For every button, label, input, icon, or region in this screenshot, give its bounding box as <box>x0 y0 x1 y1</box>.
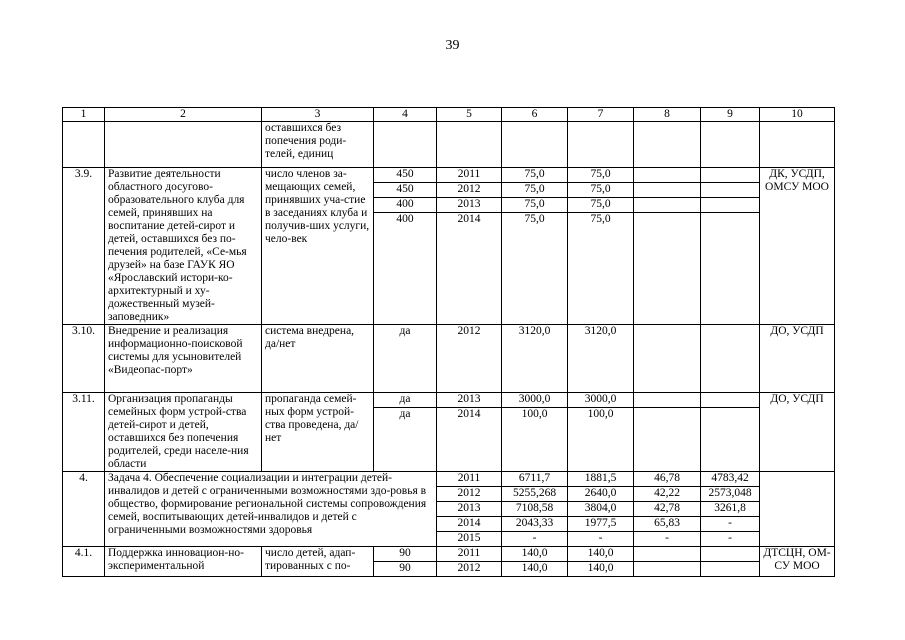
header-cell: 9 <box>701 108 760 122</box>
executor-cell: ДО, УСДП <box>760 325 835 393</box>
table-header-row <box>63 108 835 122</box>
amount-cell: 3000,0 <box>568 393 634 408</box>
amount-cell: 75,0 <box>568 183 634 198</box>
amount-cell: 75,0 <box>502 198 568 213</box>
indicator-cell: система внедрена, да/нет <box>262 325 374 393</box>
header-cell: 5 <box>437 108 502 122</box>
amount-cell: - <box>634 532 701 547</box>
table-row <box>63 472 835 487</box>
amount-cell: 75,0 <box>502 168 568 183</box>
header-cell: 7 <box>568 108 634 122</box>
amount-cell: 3804,0 <box>568 502 634 517</box>
indicator-cell: пропаганда семей-ных форм устрой-ства проведена, да/нет <box>262 393 374 472</box>
year-cell: 2012 <box>437 325 502 393</box>
amount-cell: 5255,268 <box>502 487 568 502</box>
amount-cell: 75,0 <box>502 213 568 325</box>
table-row <box>63 122 835 168</box>
indicator-cell: число детей, адап-тированных с по- <box>262 547 374 577</box>
row-number: 4. <box>63 472 105 547</box>
year-cell: 2013 <box>437 198 502 213</box>
measure-name: Внедрение и реализация информационно-поисковой системы для усыновителей «Видеопас-порт» <box>105 325 262 393</box>
header-cell: 1 <box>63 108 105 122</box>
header-cell: 8 <box>634 108 701 122</box>
amount-cell: 1881,5 <box>568 472 634 487</box>
amount-cell: 3000,0 <box>502 393 568 408</box>
indicator-cell: оставшихся без попечения роди-телей, единиц <box>262 122 374 168</box>
amount-cell: - <box>701 517 760 532</box>
value-cell: 450 <box>374 168 437 183</box>
row-number: 3.10. <box>63 325 105 393</box>
value-cell: 400 <box>374 213 437 325</box>
header-cell: 4 <box>374 108 437 122</box>
row-number: 3.9. <box>63 168 105 325</box>
amount-cell: 100,0 <box>568 408 634 472</box>
amount-cell: 46,78 <box>634 472 701 487</box>
table-row <box>63 168 835 183</box>
executor-cell: ДТСЦН, ОМ-СУ МОО <box>760 547 835 577</box>
amount-cell: 75,0 <box>568 168 634 183</box>
year-cell: 2011 <box>437 168 502 183</box>
page-number: 39 <box>445 38 460 53</box>
amount-cell: - <box>701 532 760 547</box>
amount-cell: 42,22 <box>634 487 701 502</box>
header-cell: 6 <box>502 108 568 122</box>
value-cell: да <box>374 393 437 408</box>
value-cell: 90 <box>374 547 437 562</box>
amount-cell: 3261,8 <box>701 502 760 517</box>
year-cell: 2011 <box>437 547 502 562</box>
amount-cell: 6711,7 <box>502 472 568 487</box>
amount-cell: - <box>502 532 568 547</box>
amount-cell: 42,78 <box>634 502 701 517</box>
header-cell: 2 <box>105 108 262 122</box>
row-number: 4.1. <box>63 547 105 577</box>
task-description: Задача 4. Обеспечение социализации и интеграции детей-инвалидов и детей с ограниченными возможностями здо-ровья в общество, формирование региональной системы сопровождения семей, воспитывающих детей-инвалидов и детей с ограниченными возможностями здоровья <box>105 472 437 547</box>
measure-name: Развитие деятельности областного досугово-образовательного клуба для семей, принявших на воспитание детей-сирот и детей, оставшихся без по-печения родителей, «Се-мья друзей» на базе ГАУК ЯО «Ярославский истори-ко-архитектурный и ху-дожественный музей-заповедник» <box>105 168 262 325</box>
executor-cell: ДО, УСДП <box>760 393 835 472</box>
indicator-cell: число членов за-мещающих семей, принявших уча-стие в заседаниях клуба и получив-ших услуги, чело-век <box>262 168 374 325</box>
amount-cell: 140,0 <box>568 562 634 577</box>
value-cell: да <box>374 408 437 472</box>
value-cell: 90 <box>374 562 437 577</box>
amount-cell: 65,83 <box>634 517 701 532</box>
year-cell: 2013 <box>437 393 502 408</box>
amount-cell: 75,0 <box>568 213 634 325</box>
amount-cell: 2573,048 <box>701 487 760 502</box>
measure-name: Поддержка инновацион-но-экспериментальной <box>105 547 262 577</box>
amount-cell: 140,0 <box>502 562 568 577</box>
row-number: 3.11. <box>63 393 105 472</box>
amount-cell: 2640,0 <box>568 487 634 502</box>
year-cell: 2014 <box>437 517 502 532</box>
table-row <box>63 547 835 562</box>
value-cell: 400 <box>374 198 437 213</box>
year-cell: 2015 <box>437 532 502 547</box>
year-cell: 2012 <box>437 183 502 198</box>
amount-cell: 2043,33 <box>502 517 568 532</box>
executor-cell: ДК, УСДП, ОМСУ МОО <box>760 168 835 325</box>
program-table <box>62 107 835 577</box>
header-cell: 3 <box>262 108 374 122</box>
amount-cell: 75,0 <box>568 198 634 213</box>
year-cell: 2014 <box>437 213 502 325</box>
year-cell: 2011 <box>437 472 502 487</box>
amount-cell: 4783,42 <box>701 472 760 487</box>
amount-cell: 140,0 <box>502 547 568 562</box>
measure-name: Организация пропаганды семейных форм устрой-ства детей-сирот и детей, оставшихся без попечения родителей, среди населе-ния области <box>105 393 262 472</box>
year-cell: 2013 <box>437 502 502 517</box>
table-row <box>63 393 835 408</box>
header-cell: 10 <box>760 108 835 122</box>
year-cell: 2012 <box>437 487 502 502</box>
amount-cell: - <box>568 532 634 547</box>
year-cell: 2014 <box>437 408 502 472</box>
value-cell: 450 <box>374 183 437 198</box>
table-row <box>63 325 835 393</box>
amount-cell: 75,0 <box>502 183 568 198</box>
amount-cell: 1977,5 <box>568 517 634 532</box>
amount-cell: 3120,0 <box>568 325 634 393</box>
amount-cell: 100,0 <box>502 408 568 472</box>
value-cell: да <box>374 325 437 393</box>
amount-cell: 140,0 <box>568 547 634 562</box>
year-cell: 2012 <box>437 562 502 577</box>
amount-cell: 3120,0 <box>502 325 568 393</box>
amount-cell: 7108,58 <box>502 502 568 517</box>
